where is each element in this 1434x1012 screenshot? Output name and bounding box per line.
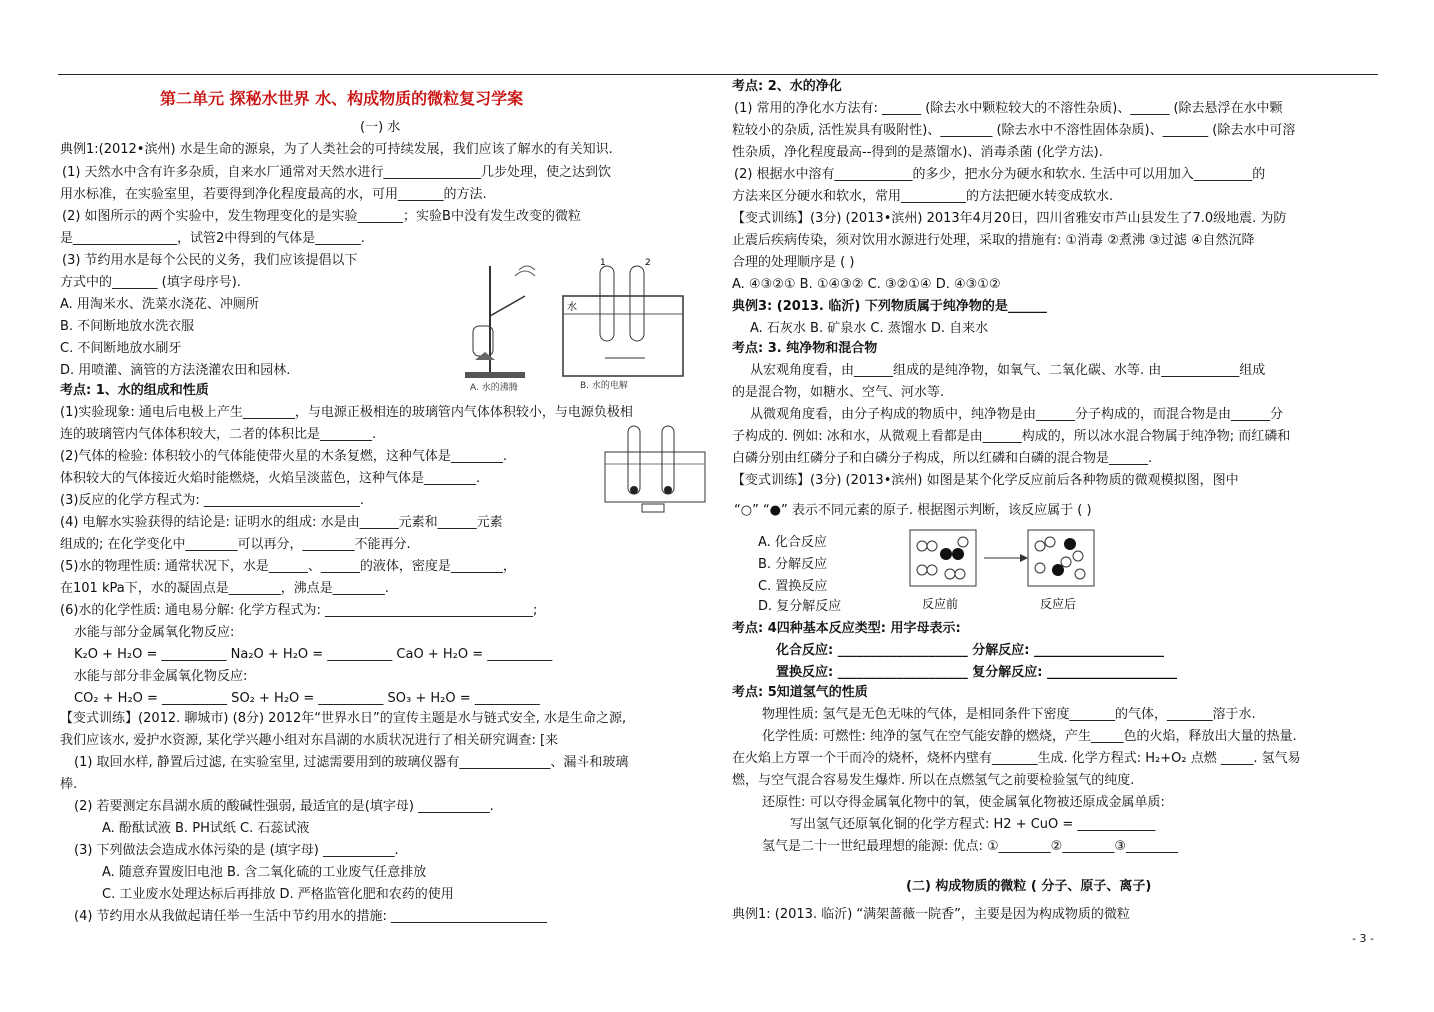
example-heading: 典例3: (2013. 临沂) 下列物质属于纯净物的是______: [732, 299, 1047, 314]
option-b: B. 分解反应: [758, 557, 828, 572]
text-line: (1) 常用的净化水方法有: ______ (除去水中颗粒较大的不溶性杂质)、______ (除去悬浮在水中颗: [734, 101, 1283, 116]
text-line: 在101 kPa下，水的凝固点是________，沸点是________.: [60, 581, 389, 596]
text-line: 子构成的. 例如: 冰和水，从微观上看都是由______构成的，所以冰水混合物属于纯净物; 而红磷和: [732, 429, 1291, 444]
text-line: 止震后疾病传染，须对饮用水源进行处理，采取的措施有: ①消毒 ②煮沸 ③过滤 ④自然沉降: [732, 233, 1255, 248]
text-line: (2) 如图所示的两个实验中，发生物理变化的是实验_______；实验B中没有发生改变的微粒: [62, 209, 581, 224]
reaction-types-line: 化合反应: ____________________ 分解反应: ____________________: [776, 643, 1164, 658]
page-number: - 3 -: [1352, 932, 1374, 945]
text-line: 组成的; 在化学变化中________可以再分，________不能再分.: [60, 537, 411, 552]
section-heading: 考点: 1、水的组成和性质: [60, 383, 209, 398]
text-line: “○” “●” 表示不同元素的原子. 根据图示判断，该反应属于 ( ): [734, 503, 1092, 518]
water-experiments-figure: [455, 256, 695, 391]
text-line: (2) 若要测定东昌湖水质的酸碱性强弱, 最适宜的是(填字母) ___________.: [74, 799, 494, 814]
options-line: A. 石灰水 B. 矿泉水 C. 蒸馏水 D. 自来水: [750, 321, 989, 336]
text-line: 【变式训练】(3分) (2013•滨州) 2013年4月20日，四川省雅安市芦山县发生了7.0级地震. 为防: [732, 211, 1287, 226]
text-line: (6)水的化学性质: 通电易分解: 化学方程式为: ________________________________;: [60, 603, 538, 618]
text-line: C. 工业废水处理达标后再排放 D. 严格监管化肥和农药的使用: [102, 887, 454, 902]
reaction-types-line: 置换反应: ____________________ 复分解反应: ____________________: [776, 665, 1177, 680]
text-line: 物理性质: 氢气是无色无味的气体，是相同条件下密度_______的气体，_______溶于水.: [762, 707, 1256, 722]
text-line: 【变式训练】(3分) (2013•滨州) 如图是某个化学反应前后各种物质的微观模拟图，图中: [732, 473, 1239, 488]
text-line: (2) 根据水中溶有____________的多少，把水分为硬水和软水. 生活中可以用加入_________的: [734, 167, 1266, 182]
reaction-micro-figure: [908, 528, 1098, 614]
option-c: C. 置换反应: [758, 579, 828, 594]
options-line: A. ④③②① B. ①④③② C. ③②①④ D. ④③①②: [732, 277, 1001, 292]
page-title: 第二单元 探秘水世界 水、构成物质的微粒复习学案: [160, 89, 524, 108]
text-line: D. 用喷灌、滴管的方法浇灌农田和园林.: [60, 363, 291, 378]
water-label: 水: [567, 302, 577, 313]
text-line: 水能与部分非金属氧化物反应:: [74, 669, 248, 684]
electrolysis-apparatus-figure: [600, 422, 710, 514]
text-line: 氢气是二十一世纪最理想的能源: 优点: ①________②________③________: [762, 839, 1178, 854]
text-line: (1) 取回水样, 静置后过滤, 在实验室里, 过滤需要用到的玻璃仪器有______________、漏斗和玻璃: [74, 755, 629, 770]
text-line: (1)实验现象: 通电后电极上产生________，与电源正极相连的玻璃管内气体体积较小，与电源负极相: [60, 405, 633, 420]
text-line: A. 用淘米水、洗菜水浇花、冲厕所: [60, 297, 259, 312]
text-line: 白磷分别由红磷分子和白磷分子构成，所以红磷和白磷的混合物是______.: [732, 451, 1153, 466]
fig-caption-a: A. 水的沸腾: [470, 383, 518, 391]
section-heading: 考点: 5知道氢气的性质: [732, 685, 868, 700]
text-line: 还原性: 可以夺得金属氧化物中的氧，使金属氧化物被还原成金属单质:: [762, 795, 1165, 810]
text-line: 性杂质，净化程度最高--得到的是蒸馏水)、消毒杀菌 (化学方法).: [732, 145, 1103, 160]
text-line: 的是混合物，如糖水、空气、河水等.: [732, 385, 945, 400]
text-line: 棒.: [60, 777, 78, 792]
text-line: 粒较小的杂质, 活性炭具有吸附性)、________ (除去水中不溶性固体杂质)、_______ (除去水中可溶: [732, 123, 1296, 138]
text-line: (3)反应的化学方程式为: ________________________.: [60, 493, 365, 508]
section-heading: 考点: 4四种基本反应类型: 用字母表示:: [732, 621, 961, 636]
section-subtitle-2: (二) 构成物质的微粒 ( 分子、原子、离子): [906, 879, 1152, 894]
equation-line: K₂O + H₂O = __________ Na₂O + H₂O = __________ CaO + H₂O = __________: [74, 647, 553, 662]
text-line: A. 酚酞试液 B. PH试纸 C. 石蕊试液: [102, 821, 310, 836]
text-line: 典例1:(2012•滨州) 水是生命的源泉，为了人类社会的可持续发展，我们应该了解水的有关知识.: [60, 142, 613, 157]
text-line: 写出氢气还原氧化铜的化学方程式: H2 + CuO = ____________: [790, 817, 1156, 832]
section-subtitle: (一) 水: [360, 120, 401, 135]
tube-2-label: 2: [645, 258, 651, 268]
tube-1-label: 1: [600, 258, 606, 268]
text-line: B. 不间断地放水洗衣服: [60, 319, 195, 334]
text-line: 方法来区分硬水和软水，常用__________的方法把硬水转变成软水.: [732, 189, 1114, 204]
text-line: 典例1: (2013. 临沂) “满架蔷薇一院香”，主要是因为构成物质的微粒: [732, 907, 1130, 922]
text-line: (3) 下列做法会造成水体污染的是 (填字母) ___________.: [74, 843, 399, 858]
text-line: 燃，与空气混合容易发生爆炸. 所以在点燃氢气之前要检验氢气的纯度.: [732, 773, 1135, 788]
text-line: (3) 节约用水是每个公民的义务，我们应该提倡以下: [62, 253, 358, 268]
text-line: 从宏观角度看，由______组成的是纯净物，如氧气、二氧化碳、水等. 由____________组成: [750, 363, 1266, 378]
text-line: 是________________，试管2中得到的气体是_______.: [60, 231, 365, 246]
text-line: 水能与部分金属氧化物反应:: [74, 625, 235, 640]
text-line: 连的玻璃管内气体体积较大，二者的体积比是________.: [60, 427, 377, 442]
text-line: (4) 电解水实验获得的结论是: 证明水的组成: 水是由______元素和______元素: [60, 515, 503, 530]
after-label: 反应后: [1040, 597, 1077, 611]
text-line: 用水标准，在实验室里，若要得到净化程度最高的水，可用_______的方法.: [60, 187, 487, 202]
text-line: (5)水的物理性质: 通常状况下，水是______、______的液体，密度是________，: [60, 559, 516, 574]
text-line: 我们应该水, 爱护水资源, 某化学兴趣小组对东昌湖的水质状况进行了相关研究调查: [来: [60, 733, 559, 748]
option-a: A. 化合反应: [758, 535, 827, 550]
text-line: A. 随意弃置废旧电池 B. 含二氧化硫的工业废气任意排放: [102, 865, 427, 880]
text-line: 【变式训练】(2012. 聊城市) (8分) 2012年“世界水日”的宣传主题是水与链式安全, 水是生命之源,: [60, 711, 627, 726]
before-label: 反应前: [922, 597, 959, 611]
text-line: (4) 节约用水从我做起请任举一生活中节约用水的措施: ________________________: [74, 909, 548, 924]
text-line: 在火焰上方罩一个干而冷的烧杯，烧杯内壁有_______生成. 化学方程式: H₂+O₂ 点燃 _____. 氢气易: [732, 751, 1301, 766]
text-line: C. 不间断地放水刷牙: [60, 341, 182, 356]
text-line: 体积较大的气体接近火焰时能燃烧，火焰呈淡蓝色，这种气体是________.: [60, 471, 481, 486]
fig-caption-b: B. 水的电解: [580, 381, 628, 391]
text-line: (2)气体的检验: 体积较小的气体能使带火星的木条复燃，这种气体是________.: [60, 449, 508, 464]
text-line: 从微观角度看，由分子构成的物质中，纯净物是由______分子构成的，而混合物是由______分: [750, 407, 1284, 422]
text-line: 化学性质: 可燃性: 纯净的氢气在空气能安静的燃烧，产生_____色的火焰，释放出大量的热量.: [762, 729, 1297, 744]
equation-line: CO₂ + H₂O = __________ SO₂ + H₂O = __________ SO₃ + H₂O = __________: [74, 691, 540, 706]
text-line: 方式中的_______ (填字母序号).: [60, 275, 241, 290]
text-line: (1) 天然水中含有许多杂质，自来水厂通常对天然水进行_______________几步处理，使之达到饮: [62, 165, 612, 180]
section-heading: 考点: 2、水的净化: [732, 79, 842, 94]
text-line: 合理的处理顺序是 ( ): [732, 255, 855, 270]
option-d: D. 复分解反应: [758, 599, 842, 614]
section-heading: 考点: 3. 纯净物和混合物: [732, 341, 878, 356]
top-rule: [58, 74, 1378, 75]
